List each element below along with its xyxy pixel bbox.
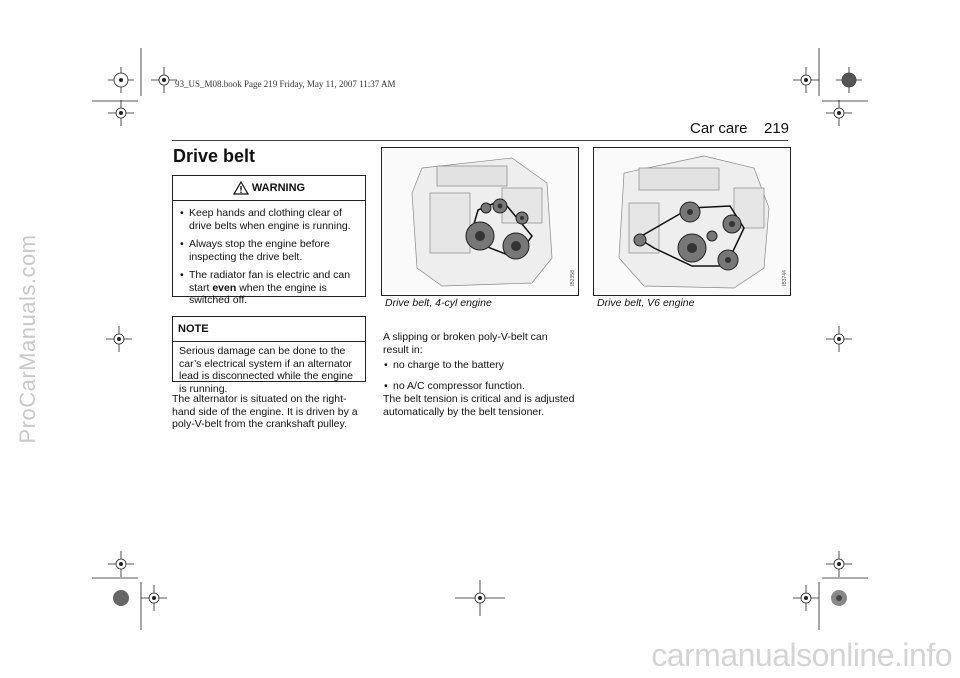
warning-label: WARNING [251, 182, 306, 194]
warning-item: • Always stop the engine before inspecting the drive belt. [179, 238, 359, 263]
figure-code: IB2358 [570, 270, 576, 286]
book-info: 93_US_M08.book Page 219 Friday, May 11, 2007 11:37 AM [175, 79, 396, 89]
note-box [172, 316, 366, 395]
warning-triangle-icon [233, 181, 249, 195]
figure-4cyl-engine [381, 147, 579, 296]
figure-caption-4cyl: Drive belt, 4-cyl engine [385, 297, 492, 309]
result-item: • no A/C compressor function. [383, 380, 579, 393]
emphasis-even: even [212, 281, 237, 294]
engine-v6-illustration [594, 148, 790, 295]
figure-code: IB3744 [782, 270, 788, 286]
figure-v6-engine [593, 147, 791, 296]
watermark-carmanualsonline: carmanualsonline.info [651, 637, 952, 673]
warning-item: • Keep hands and clothing clear of drive belts when engine is running. [179, 207, 359, 232]
poly-v-belt-intro: A slipping or broken poly-V-belt can result in: [383, 331, 548, 356]
watermark-procarmanuals: ProCarManuals.com [15, 234, 40, 444]
header-divider [172, 140, 788, 141]
note-text: Serious damage can be done to the car’s electrical system if an alternator lead is disconnected while the engine is running. [179, 345, 353, 395]
page-number: 219 [764, 120, 790, 137]
alternator-paragraph: The alternator is situated on the right-hand side of the engine. It is driven by a poly-V-belt from the crankshaft pulley. [172, 393, 358, 430]
note-header [173, 317, 365, 342]
belt-tension-paragraph: The belt tension is critical and is adjusted automatically by the belt tensioner. [383, 393, 575, 418]
figure-caption-v6: Drive belt, V6 engine [597, 297, 695, 309]
result-item: • no charge to the battery [383, 359, 579, 372]
engine-4cyl-illustration [382, 148, 578, 295]
header-section: Car care [690, 120, 748, 137]
page-title: Drive belt [173, 146, 256, 166]
note-label: NOTE [178, 323, 209, 335]
warning-header [173, 176, 365, 201]
warning-box [172, 175, 366, 306]
warning-item: • The radiator fan is electric and can start even when the engine is switched off. [179, 269, 359, 307]
